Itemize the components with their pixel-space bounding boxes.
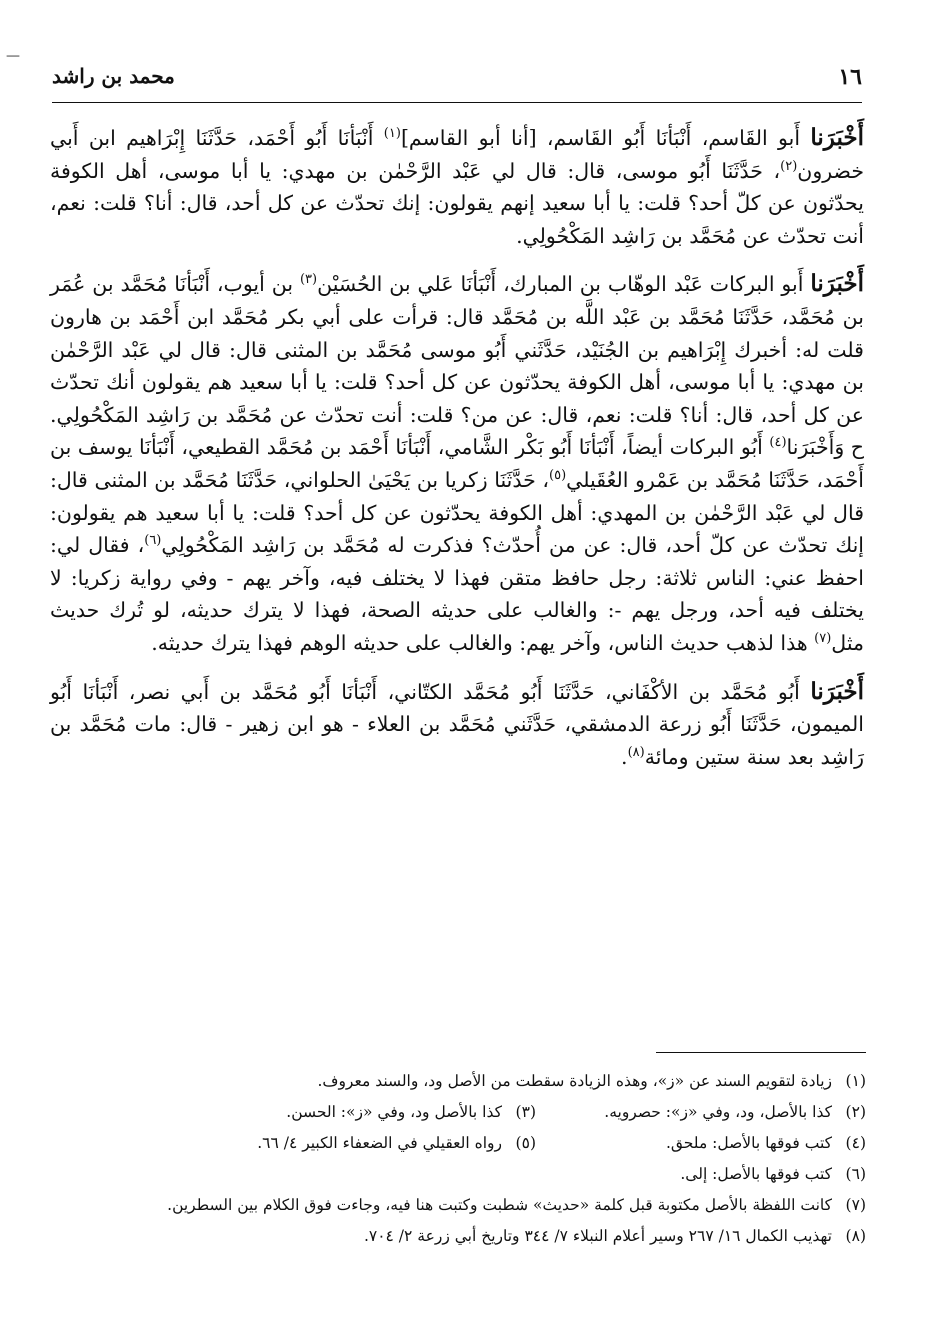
text-segment: ، فقال لي: احفظ عني: الناس ثلاثة: رجل حافظ متقن فهذا لا يختلف فيه، وآخر يهم - وفي رواية زكريا: لا يختلف فيه أحد، ورجل يهم -: والغالب على حديثه الصحة، فهذا لا يترك حديثه، لو تُرك حديث مثل — [50, 533, 864, 655]
footnote-ref[interactable]: (٢) — [780, 158, 798, 174]
footnote-row — [52, 1097, 866, 1128]
footnote-number: (٥) — [515, 1134, 536, 1152]
footnote-text: كانت اللفظة بالأصل مكتوبة قبل كلمة «حديث» شطبت وكتبت هنا فيه، وجاءت فوق الكلام بين السطرين. — [167, 1196, 832, 1214]
footnote-ref[interactable]: (٥) — [549, 468, 567, 484]
page-number: ١٦ — [838, 64, 862, 90]
footnote-row — [52, 1066, 866, 1097]
page-header — [52, 62, 862, 103]
footnote-text: كذا بالأصل ود، وفي «ز»: الحسن. — [286, 1103, 502, 1121]
footnote-text: كتب فوقها بالأصل: إلى. — [680, 1165, 832, 1183]
text-segment: بن أيوب، أَنْبَأنَا مُحَمَّد بن عُمَر بن مُحَمَّد، حَدَّثَنَا مُحَمَّد بن عَبْد اللَّه بن مُحَمَّد قال: قرأت على أبي بكر مُحَمَّد ابن أَحْمَد بن هارون قلت له: أخبرك إِبْرَاهيم بن الجُنَيْد، حَدَّثَني أَبُو موسى مُحَمَّد بن المثنى قال: قال لي عَبْد الرَّحْمٰن بن مهدي: يا أبا موسى، أهل الكوفة يحدّثون عن كل أحد؟ قلت: يا أبا سعيد هم يقولون أنك تحدّث عن كل أحد، قال: أنا؟ قلت: نعم، قال: عن من؟ قلت: أنت تحدّث عن مُحَمَّد بن رَاشِد المَكْحُولِي. ح وَأَخْبَرَنا — [50, 272, 864, 460]
footnote-number: (٦) — [845, 1165, 866, 1183]
footnote-6 — [680, 1159, 866, 1190]
footnote-row — [52, 1128, 866, 1159]
text-segment: أَبُو البركات أيضاً، أَنْبَأنَا أَبُو بَكْر الشَّامي، أَنْبَأنَا أَحْمَد بن مُحَمَّد القطيعي، أَنْبَأنَا يوسف بن أَحْمَد، حَدَّثَنَا مُحَمَّد بن عَمْرو العُقَيلي — [49, 435, 864, 492]
margin-dash-mark: — — [6, 48, 20, 64]
paragraph-1 — [50, 122, 864, 252]
footnote-row — [52, 1221, 866, 1252]
running-title: محمد بن راشد — [52, 64, 175, 88]
narration-lead-word: أَخْبَرَنا — [810, 124, 864, 151]
footnote-text: كتب فوقها بالأصل: ملحق. — [665, 1134, 832, 1152]
paragraph-2 — [50, 268, 864, 659]
footnote-text: كذا بالأصل، ود، وفي «ز»: حصرويه. — [604, 1103, 832, 1121]
footnote-number: (٢) — [845, 1103, 866, 1121]
narration-lead-word: أَخْبَرَنا — [810, 270, 864, 298]
footnote-row — [52, 1159, 866, 1190]
footnote-2 — [536, 1097, 866, 1128]
footnote-7 — [167, 1190, 866, 1221]
footnote-ref[interactable]: (٦) — [144, 533, 162, 549]
text-segment: . — [621, 744, 628, 769]
footnote-text: رواه العقيلي في الضعفاء الكبير ٤/ ٦٦. — [257, 1134, 502, 1152]
text-segment: أَبو القَاسم، أَنْبَأنَا أَبُو القَاسم، [أنا أبو القاسم] — [400, 126, 811, 150]
footnote-separator — [656, 1052, 866, 1053]
footnote-5 — [257, 1128, 536, 1159]
footnote-ref[interactable]: (٤) — [769, 435, 787, 451]
footnote-number: (٤) — [845, 1134, 866, 1152]
footnote-1 — [317, 1066, 866, 1097]
text-segment: ، حَدَّثَنَا زكريا بن يَحْيَىٰ الحلواني، حَدَّثَنَا مُحَمَّد بن المثنى قال: قال لي عَبْد الرَّحْمٰن بن المهدي: أهل الكوفة يحدّثون عن كل أحد؟ قلت: يا أبا سعيد هم يقولون: إنك تحدّث عن كلّ أحد، قال: عن من أُحدّث؟ فذكرت له مُحَمَّد بن رَاشِد المَكْحُولِي — [50, 467, 864, 558]
footnote-row — [52, 1190, 866, 1221]
text-segment: أَبو البركات عَبْد الوهّاب بن المبارك، أَنْبَأنَا عَلي بن الحُسَيْن — [317, 272, 811, 297]
footnote-3 — [286, 1097, 536, 1128]
footnote-4 — [536, 1128, 866, 1159]
narration-lead-word: أَخْبَرَنا — [810, 677, 864, 705]
text-segment: أَنْبَأنَا أَبُو أَحْمَد، حَدَّثَنَا إِبْرَاهيم ابن أَبي خضرون — [50, 126, 864, 183]
footnote-number: (٣) — [515, 1103, 536, 1121]
paragraph-3 — [50, 676, 864, 774]
footnote-ref[interactable]: (٨) — [627, 744, 645, 760]
footnote-number: (١) — [845, 1072, 866, 1090]
footnote-number: (٧) — [845, 1196, 866, 1214]
footnote-ref[interactable]: (١) — [383, 126, 401, 142]
footnote-text: زيادة لتقويم السند عن «ز»، وهذه الزيادة سقطت من الأصل ود، والسند معروف. — [317, 1072, 832, 1090]
footnote-number: (٨) — [845, 1227, 866, 1245]
text-segment: ، حَدَّثَنَا أَبُو موسى، قال: قال لي عَبْد الرَّحْمٰن بن مهدي: يا أبا موسى، أهل الكوفة يحدّثون عن كلّ أحد؟ قلت: يا أبا سعيد إنهم يقولون: إنك تحدّث عن كل أحد، قال: أنا؟ قلت: نعم، أنت تحدّث عن مُحَمَّد بن رَاشِد المَكْحُولِي. — [50, 158, 864, 248]
footnote-ref[interactable]: (٣) — [299, 272, 318, 288]
footnote-ref[interactable]: (٧) — [814, 631, 832, 647]
footnote-text: تهذيب الكمال ١٦/ ٢٦٧ وسير أعلام النبلاء ٧/ ٣٤٤ وتاريخ أبي زرعة ٢/ ٧٠٤. — [363, 1227, 832, 1245]
footnote-8 — [364, 1221, 866, 1252]
footnotes — [52, 1066, 866, 1252]
text-segment: هذا لذهب حديث الناس، وآخر يهم: والغالب على حديثه الوهم فهذا يترك حديثه. — [151, 630, 815, 655]
main-text — [50, 122, 864, 789]
text-segment: أَبُو مُحَمَّد بن الأكْفَاني، حَدَّثَنَا أَبُو مُحَمَّد الكتّاني، أَنْبَأنَا أَبُو مُحَمَّد بن أَبي نصر، أَنْبَأنَا أَبُو الميمون، حَدَّثَنَا أَبُو زرعة الدمشقي، حَدَّثَني مُحَمَّد بن العلاء - هو ابن زهير - قال: مات مُحَمَّد بن رَاشِد بعد سنة ستين ومائة — [50, 679, 864, 769]
